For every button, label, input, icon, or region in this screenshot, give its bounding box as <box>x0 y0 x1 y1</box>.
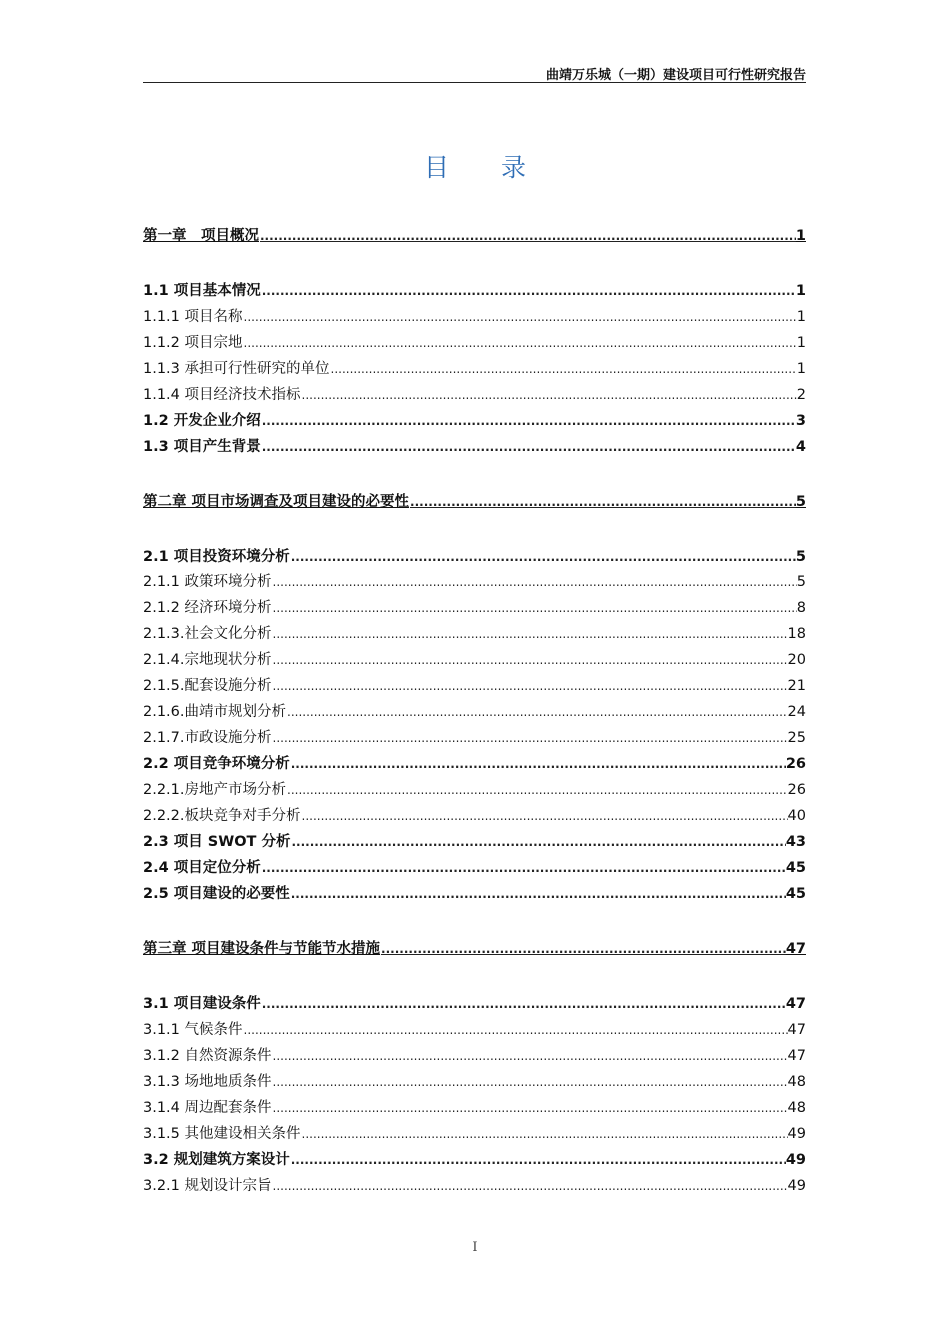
toc-entry[interactable] <box>143 307 806 327</box>
toc-entry[interactable] <box>143 1098 806 1118</box>
toc-entry-label: 1.2 开发企业介绍 <box>143 413 261 429</box>
toc-dot-leader <box>380 939 786 959</box>
toc-entry[interactable] <box>143 806 806 826</box>
toc-dot-leader <box>261 437 796 457</box>
toc-dot-leader <box>290 754 786 774</box>
toc-entry-page: 5 <box>795 549 806 565</box>
toc-entry-label: 1.1 项目基本情况 <box>143 283 261 299</box>
toc-entry-label: 3.1.3 场地地质条件 <box>143 1074 272 1090</box>
toc-entry-label: 1.1.4 项目经济技术指标 <box>143 387 301 403</box>
toc-entry-page: 2 <box>796 387 806 403</box>
toc-entry[interactable] <box>143 754 806 774</box>
toc-entry[interactable] <box>143 1020 806 1040</box>
toc-entry-label: 2.1.3.社会文化分析 <box>143 626 272 642</box>
toc-dot-leader <box>243 307 797 327</box>
toc-entry[interactable] <box>143 1046 806 1066</box>
toc-dot-leader <box>272 1098 788 1118</box>
toc-entry[interactable] <box>143 281 806 301</box>
toc-entry-label: 3.1.5 其他建设相关条件 <box>143 1126 301 1142</box>
toc-chapter-entry[interactable] <box>143 939 806 959</box>
toc-entry-label: 第一章 项目概况 <box>143 228 259 244</box>
toc-dot-leader <box>272 624 788 644</box>
toc-entry-page: 47 <box>787 1022 806 1038</box>
toc-dot-leader <box>272 650 788 670</box>
toc-entry-page: 21 <box>787 678 806 694</box>
toc-dot-leader <box>243 1020 788 1040</box>
toc-entry-page: 47 <box>787 1048 806 1064</box>
toc-entry-label: 2.1.1 政策环境分析 <box>143 574 272 590</box>
toc-entry-page: 45 <box>785 860 806 876</box>
toc-entry-page: 4 <box>795 439 806 455</box>
toc-entry-page: 49 <box>787 1178 806 1194</box>
toc-entry[interactable] <box>143 780 806 800</box>
toc-dot-leader <box>290 547 796 567</box>
page-header <box>143 62 806 83</box>
header-title: 曲靖万乐城（一期）建设项目可行性研究报告 <box>545 68 806 83</box>
toc-entry-page: 18 <box>787 626 806 642</box>
toc-entry[interactable] <box>143 884 806 904</box>
toc-entry-page: 1 <box>796 335 806 351</box>
toc-entry-label: 1.3 项目产生背景 <box>143 439 261 455</box>
toc-dot-leader <box>301 385 797 405</box>
toc-entry-label: 第三章 项目建设条件与节能节水措施 <box>143 941 381 957</box>
toc-entry-label: 2.5 项目建设的必要性 <box>143 886 290 902</box>
toc-dot-leader <box>272 676 788 696</box>
toc-dot-leader <box>290 1150 786 1170</box>
toc-entry-page: 25 <box>787 730 806 746</box>
toc-entry-page: 43 <box>785 834 806 850</box>
toc-dot-leader <box>286 702 788 722</box>
toc-entry-label: 3.2.1 规划设计宗旨 <box>143 1178 272 1194</box>
toc-entry-label: 3.1.4 周边配套条件 <box>143 1100 272 1116</box>
toc-entry[interactable] <box>143 994 806 1014</box>
toc-chapter-entry[interactable] <box>143 492 806 512</box>
toc-entry-label: 1.1.1 项目名称 <box>143 309 243 325</box>
toc-entry[interactable] <box>143 1124 806 1144</box>
toc-dot-leader <box>272 572 797 592</box>
toc-chapter-entry[interactable] <box>143 226 806 246</box>
toc-entry[interactable] <box>143 598 806 618</box>
toc-entry-page: 20 <box>787 652 806 668</box>
toc-entry[interactable] <box>143 1176 806 1196</box>
toc-entry[interactable] <box>143 547 806 567</box>
toc-entry-page: 5 <box>795 494 806 510</box>
toc-entry-page: 24 <box>787 704 806 720</box>
toc-entry-page: 1 <box>796 309 806 325</box>
toc-entry-label: 3.1.1 气候条件 <box>143 1022 243 1038</box>
toc-entry-label: 2.2 项目竞争环境分析 <box>143 756 290 772</box>
toc-entry-page: 3 <box>795 413 806 429</box>
toc-entry[interactable] <box>143 858 806 878</box>
toc-entry-label: 1.1.3 承担可行性研究的单位 <box>143 361 330 377</box>
toc-entry[interactable] <box>143 1072 806 1092</box>
toc-entry-label: 3.1.2 自然资源条件 <box>143 1048 272 1064</box>
toc-entry[interactable] <box>143 650 806 670</box>
toc-entry-page: 1 <box>795 283 806 299</box>
toc-entry[interactable] <box>143 832 806 852</box>
toc-entry-label: 3.2 规划建筑方案设计 <box>143 1152 290 1168</box>
toc-entry-label: 2.1.7.市政设施分析 <box>143 730 272 746</box>
toc-entry-label: 第二章 项目市场调查及项目建设的必要性 <box>143 494 410 510</box>
toc-entry-page: 47 <box>785 996 806 1012</box>
toc-entry[interactable] <box>143 359 806 379</box>
toc-entry[interactable] <box>143 437 806 457</box>
toc-dot-leader <box>272 728 788 748</box>
toc-dot-leader <box>272 1072 788 1092</box>
toc-dot-leader <box>259 226 796 246</box>
toc-dot-leader <box>261 858 786 878</box>
toc-entry-label: 2.1.4.宗地现状分析 <box>143 652 272 668</box>
toc-entry-page: 5 <box>796 574 806 590</box>
toc-entry-label: 2.1.6.曲靖市规划分析 <box>143 704 287 720</box>
toc-dot-leader <box>261 281 796 301</box>
toc-entry-page: 45 <box>785 886 806 902</box>
toc-entry-label: 2.4 项目定位分析 <box>143 860 261 876</box>
toc-entry[interactable] <box>143 728 806 748</box>
toc-dot-leader <box>286 780 788 800</box>
toc-entry-label: 3.1 项目建设条件 <box>143 996 261 1012</box>
toc-entry[interactable] <box>143 333 806 353</box>
toc-entry-page: 1 <box>795 228 806 244</box>
toc-dot-leader <box>409 492 796 512</box>
toc-entry-page: 48 <box>787 1074 806 1090</box>
toc-entry-page: 26 <box>787 782 806 798</box>
toc-entry[interactable] <box>143 411 806 431</box>
toc-entry-page: 1 <box>796 361 806 377</box>
toc-dot-leader <box>272 1176 788 1196</box>
toc-entry-label: 2.1 项目投资环境分析 <box>143 549 290 565</box>
toc-dot-leader <box>272 1046 788 1066</box>
toc-entry-label: 2.1.5.配套设施分析 <box>143 678 272 694</box>
toc-entry[interactable] <box>143 572 806 592</box>
toc-entry-page: 47 <box>785 941 806 957</box>
toc-entry[interactable] <box>143 624 806 644</box>
toc-entry-page: 48 <box>787 1100 806 1116</box>
toc-dot-leader <box>301 1124 788 1144</box>
toc-dot-leader <box>330 359 797 379</box>
toc-dot-leader <box>291 832 786 852</box>
toc-entry[interactable] <box>143 676 806 696</box>
toc-entry[interactable] <box>143 1150 806 1170</box>
toc-entry-page: 49 <box>785 1152 806 1168</box>
toc-entry-page: 40 <box>787 808 806 824</box>
toc-entry-label: 2.1.2 经济环境分析 <box>143 600 272 616</box>
page-number: I <box>472 1240 478 1255</box>
toc-dot-leader <box>243 333 797 353</box>
toc-entry-label: 1.1.2 项目宗地 <box>143 335 243 351</box>
toc-dot-leader <box>272 598 797 618</box>
toc-entry-page: 26 <box>785 756 806 772</box>
toc-entry-label: 2.2.2.板块竞争对手分析 <box>143 808 301 824</box>
toc-entry-label: 2.2.1.房地产市场分析 <box>143 782 287 798</box>
toc-dot-leader <box>261 994 786 1014</box>
toc-entry-page: 8 <box>796 600 806 616</box>
toc-entry[interactable] <box>143 385 806 405</box>
toc-dot-leader <box>301 806 788 826</box>
toc-entry-label: 2.3 项目 SWOT 分析 <box>143 834 291 850</box>
toc-entry-page: 49 <box>787 1126 806 1142</box>
toc-dot-leader <box>261 411 796 431</box>
toc-title: 目录 <box>423 153 578 182</box>
toc-dot-leader <box>290 884 786 904</box>
toc-entry[interactable] <box>143 702 806 722</box>
